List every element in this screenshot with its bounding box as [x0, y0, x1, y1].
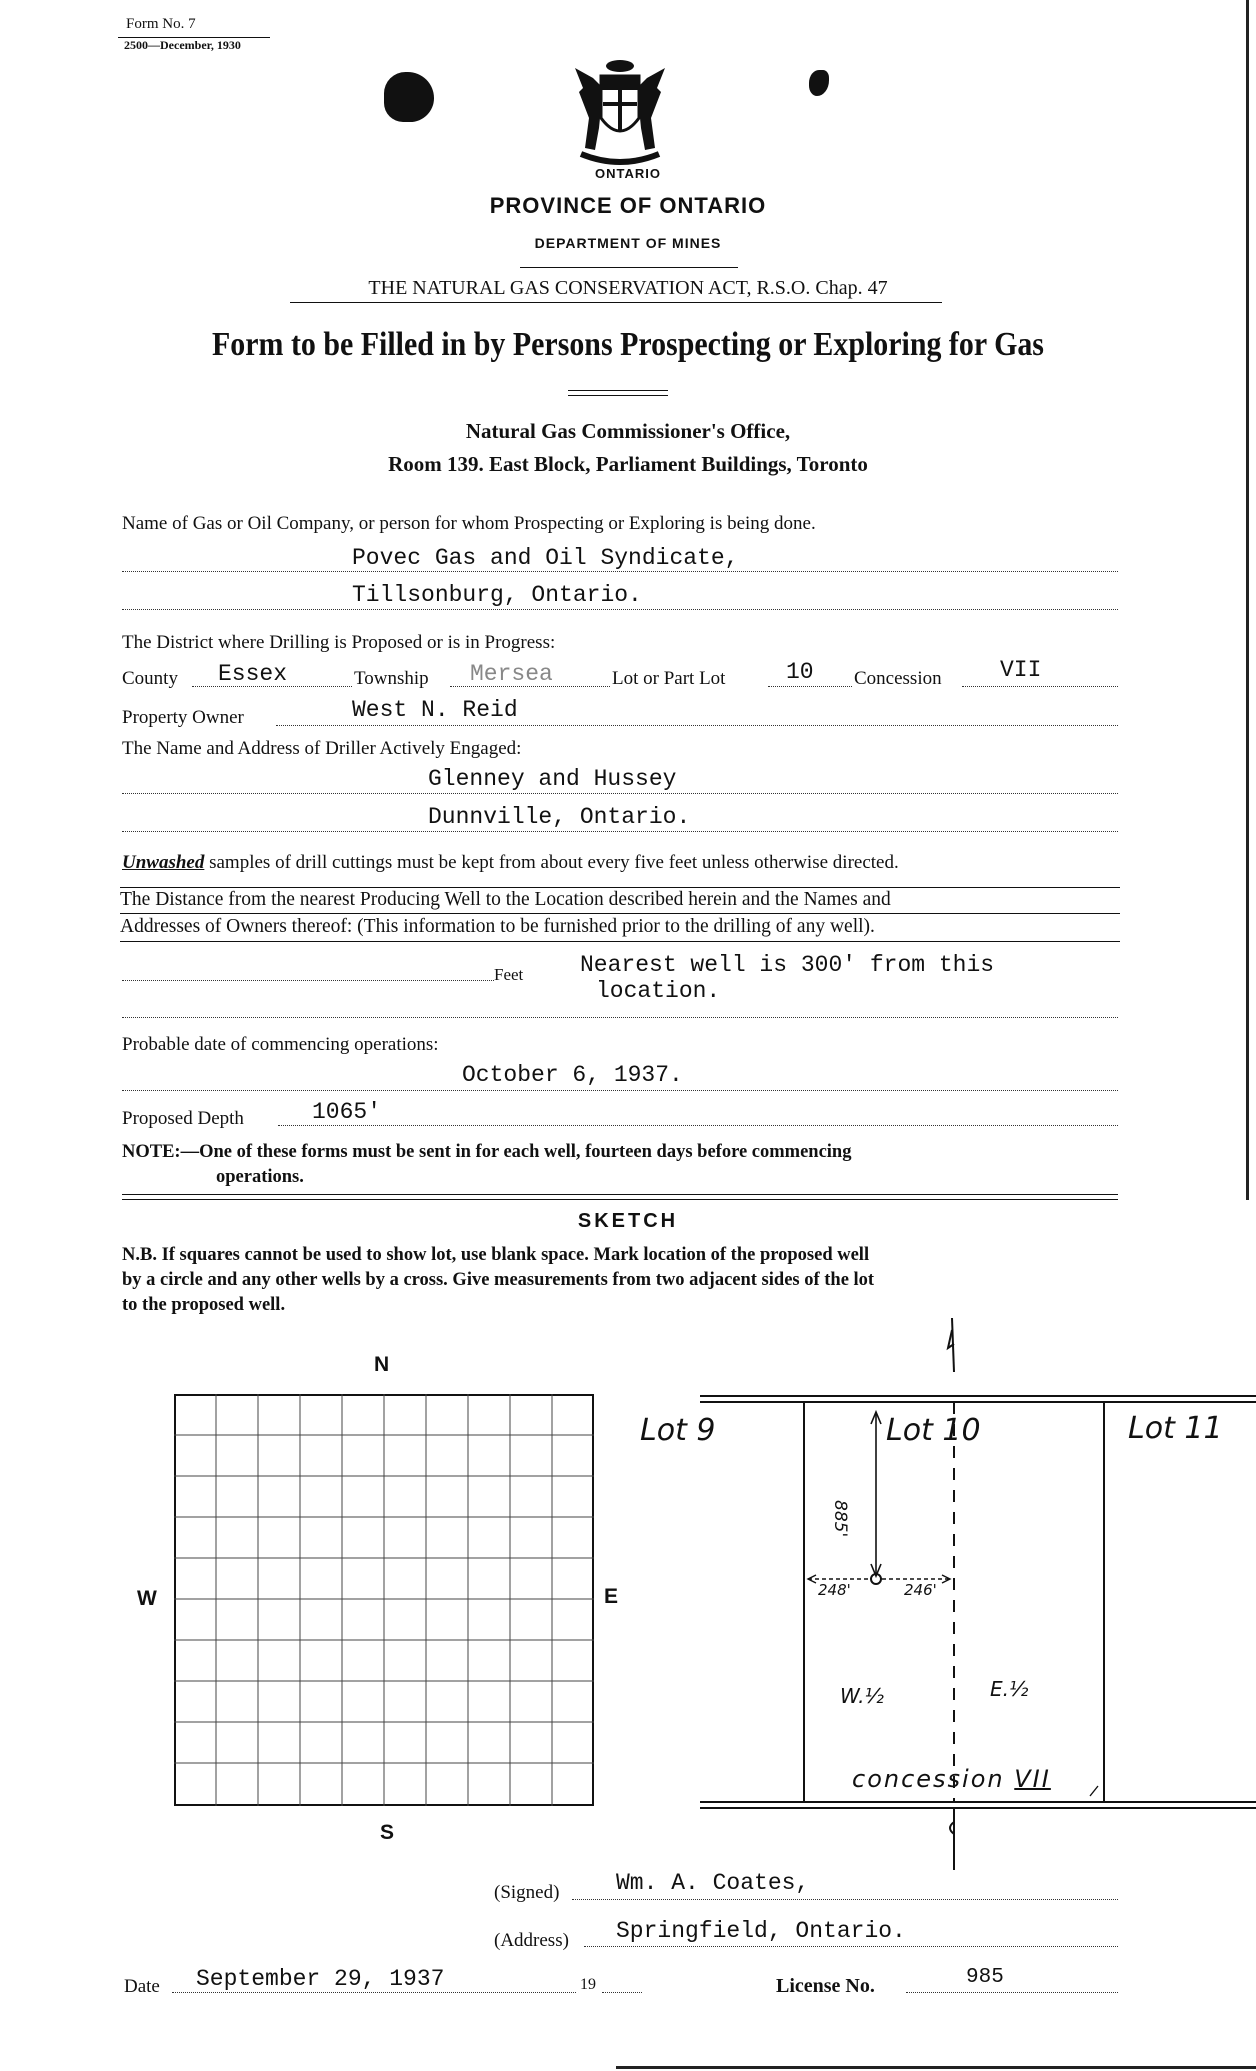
county-label: County	[122, 668, 178, 689]
owner-label: Property Owner	[122, 707, 244, 728]
depth-label: Proposed Depth	[122, 1108, 244, 1129]
lot-label: Lot or Part Lot	[612, 668, 726, 689]
county-value[interactable]: Essex	[218, 661, 288, 687]
company-address-value[interactable]: Tillsonburg, Ontario.	[352, 582, 642, 608]
act-underline	[290, 302, 942, 303]
compass-west: W	[137, 1587, 157, 1610]
commencing-line	[122, 1090, 1118, 1091]
dimension-left: 248'	[818, 1581, 851, 1599]
distance-answer-line-2[interactable]: location.	[596, 978, 721, 1004]
driller-line-2	[122, 831, 1118, 832]
driller-line-1	[122, 793, 1118, 794]
concession-word: concession	[852, 1765, 1005, 1793]
signed-label: (Signed)	[494, 1882, 560, 1903]
distance-feet-label: Feet	[494, 965, 524, 984]
east-half-label: E.½	[990, 1677, 1029, 1701]
concession-line	[962, 686, 1118, 687]
commencing-value[interactable]: October 6, 1937.	[462, 1062, 683, 1088]
license-line	[906, 1992, 1118, 1993]
lot-grid	[174, 1394, 594, 1806]
license-value[interactable]: 985	[966, 1966, 1004, 1989]
punch-hole-mark-right	[809, 70, 829, 96]
crest-caption: ONTARIO	[595, 166, 661, 181]
distance-label-line-2: Addresses of Owners thereof: (This information to be furnished prior to the drilling of any well).	[120, 916, 875, 937]
print-run: 2500—December, 1930	[124, 38, 241, 52]
form-title: Form to be Filled in by Persons Prospecting or Exploring for Gas	[212, 326, 1044, 363]
company-label: Name of Gas or Oil Company, or person for whom Prospecting or Exploring is being done.	[122, 513, 816, 534]
form-number: Form No. 7	[126, 16, 196, 32]
distance-feet-line	[122, 980, 494, 981]
sketch-heading: SKETCH	[577, 1210, 679, 1232]
samples-text: samples of drill cuttings must be kept from about every five feet unless otherwise directed.	[209, 852, 899, 873]
date-value[interactable]: September 29, 1937	[196, 1966, 445, 1992]
compass-south: S	[380, 1821, 395, 1844]
scan-edge-bottom	[616, 2066, 1256, 2069]
compass-north: N	[374, 1353, 390, 1376]
concession-numeral: VII	[1014, 1765, 1051, 1793]
punch-hole-mark-left	[384, 72, 434, 122]
sketch-nb-line-1: N.B. If squares cannot be used to show lot, use blank space. Mark location of the proposed well	[122, 1245, 870, 1265]
sketch-nb-line-3: to the proposed well.	[122, 1295, 286, 1315]
samples-instruction	[122, 852, 899, 874]
date-line	[172, 1992, 576, 1993]
lot-11-label: Lot 11	[1128, 1411, 1223, 1446]
office-line-2: Room 139. East Block, Parliament Buildings, Toronto	[388, 452, 868, 476]
title-double-rule	[568, 390, 668, 396]
act-title: THE NATURAL GAS CONSERVATION ACT, R.S.O. Chap. 47	[368, 277, 888, 299]
date-year-prefix: 19	[580, 1976, 596, 1993]
commencing-label: Probable date of commencing operations:	[122, 1034, 439, 1055]
driller-address-value[interactable]: Dunnville, Ontario.	[428, 804, 691, 830]
concession-value[interactable]: VII	[1000, 657, 1042, 683]
concession-sketch-label	[852, 1765, 1051, 1793]
distance-line-2	[122, 1017, 1118, 1018]
company-name-value[interactable]: Povec Gas and Oil Syndicate,	[352, 545, 739, 571]
township-value[interactable]: Mersea	[470, 661, 553, 687]
distance-bottom-rule	[120, 941, 1120, 942]
dimension-vertical: 885'	[830, 1500, 850, 1538]
signed-line	[572, 1899, 1118, 1900]
depth-line	[278, 1125, 1118, 1126]
depth-value[interactable]: 1065'	[312, 1099, 382, 1125]
note-line-1: NOTE:—One of these forms must be sent in for each well, fourteen days before commencing	[122, 1142, 852, 1162]
note-double-rule	[122, 1194, 1118, 1200]
note-line-2: operations.	[216, 1167, 304, 1187]
scan-edge-right	[1246, 0, 1249, 1200]
department-title: DEPARTMENT OF MINES	[534, 235, 722, 251]
lot-10-label: Lot 10	[886, 1413, 981, 1448]
signed-value[interactable]: Wm. A. Coates,	[616, 1870, 810, 1896]
dimension-right: 246'	[904, 1581, 937, 1599]
owner-value[interactable]: West N. Reid	[352, 697, 518, 723]
lot-line	[768, 686, 852, 687]
driller-label: The Name and Address of Driller Actively Engaged:	[122, 738, 522, 759]
lot-9-label: Lot 9	[640, 1413, 716, 1448]
address-value[interactable]: Springfield, Ontario.	[616, 1918, 906, 1944]
lot-value[interactable]: 10	[786, 659, 814, 685]
company-line-2	[122, 609, 1118, 610]
west-half-label: W.½	[840, 1684, 884, 1708]
distance-answer-line-1[interactable]: Nearest well is 300' from this	[580, 952, 995, 978]
compass-east: E	[604, 1585, 619, 1608]
date-year-line	[602, 1992, 642, 1993]
province-title: PROVINCE OF ONTARIO	[489, 193, 767, 218]
township-label: Township	[354, 668, 429, 689]
driller-name-value[interactable]: Glenney and Hussey	[428, 766, 677, 792]
address-label: (Address)	[494, 1930, 569, 1951]
distance-mid-rule	[120, 913, 1120, 914]
date-label: Date	[124, 1976, 160, 1997]
samples-emphasis: Unwashed	[122, 852, 205, 873]
district-label: The District where Drilling is Proposed or is in Progress:	[122, 632, 556, 653]
concession-label: Concession	[854, 668, 942, 689]
address-line	[584, 1946, 1118, 1947]
ontario-coat-of-arms	[565, 58, 675, 168]
sketch-nb-line-2: by a circle and any other wells by a cross. Give measurements from two adjacent sides of the lot	[122, 1270, 875, 1290]
company-line-1	[122, 571, 1118, 572]
office-line-1: Natural Gas Commissioner's Office,	[465, 419, 791, 443]
owner-line	[276, 725, 1118, 726]
license-label: License No.	[776, 1975, 875, 1997]
distance-top-rule	[120, 887, 1120, 888]
distance-label-line-1: The Distance from the nearest Producing Well to the Location described herein and the Names and	[120, 889, 891, 910]
department-rule	[520, 267, 738, 268]
